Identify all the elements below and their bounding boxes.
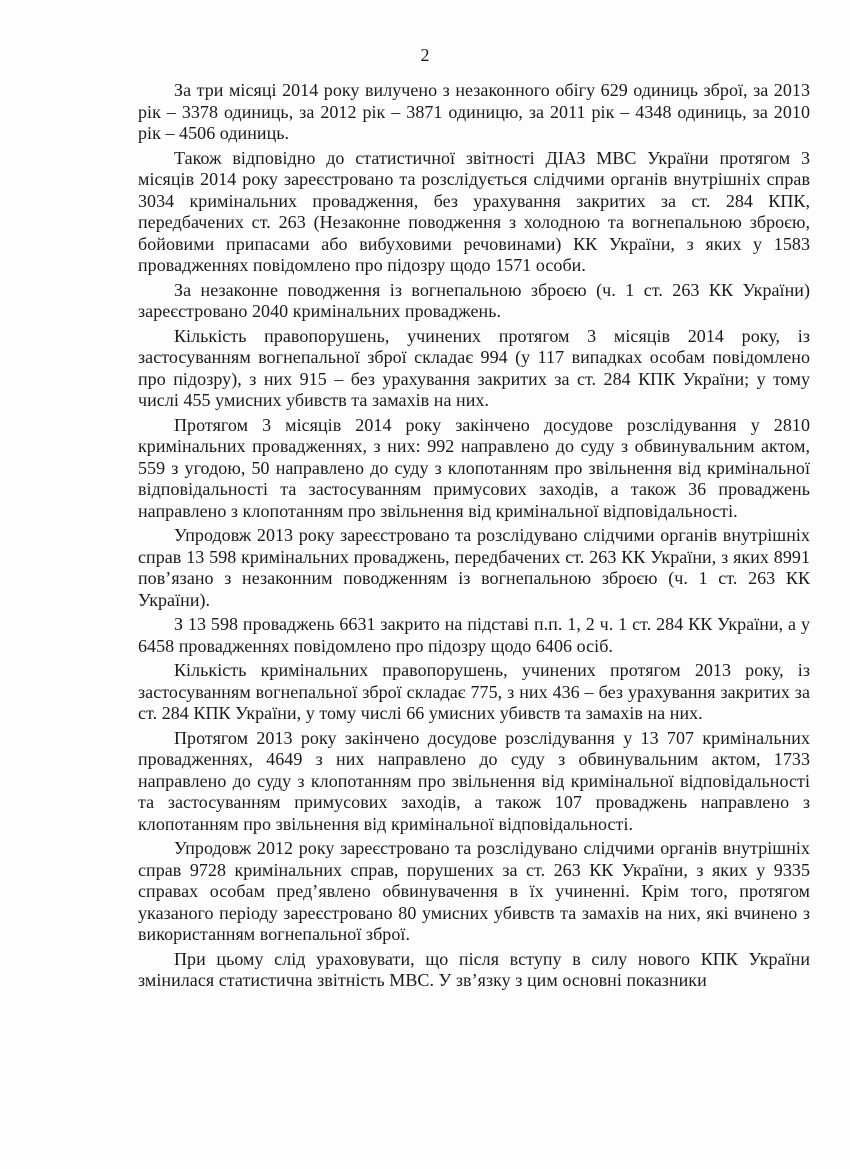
paragraph-registered-proceedings-2014: Також відповідно до статистичної звітності ДІАЗ МВС України протягом 3 місяців 2014 року зареєстровано та розслідується слідчими органів внутрішніх справ 3034 кримінальних провадження, без урахування закритих за ст. 284 КПК, передбачених ст. 263 (Незаконне поводження з холодною та вогнепальною зброєю, бойовими припасами або вибуховими речовинами) КК України, з яких у 1583 провадженнях повідомлено про підозру щодо 1571 особи. xyxy=(138,147,810,275)
paragraph-registered-proceedings-2013: Упродовж 2013 року зареєстровано та розслідувано слідчими органів внутрішніх справ 13 598 кримінальних проваджень, передбачених ст. 263 КК України, з яких 8991 пов’язано з незаконним поводженням із вогнепальною зброєю (ч. 1 ст. 263 КК України). xyxy=(138,525,810,610)
paragraph-firearms-proceedings: За незаконне поводження із вогнепальною зброєю (ч. 1 ст. 263 КК України) зареєстровано 2040 кримінальних проваджень. xyxy=(138,279,810,321)
paragraph-closed-proceedings-2013: З 13 598 проваджень 6631 закрито на підставі п.п. 1, 2 ч. 1 ст. 284 КК України, а у 6458 провадженнях повідомлено про підозру щодо 6406 осіб. xyxy=(138,614,810,656)
paragraph-weapons-seized: За три місяці 2014 року вилучено з незаконного обігу 629 одиниць зброї, за 2013 рік – 3378 одиниць, за 2012 рік – 3871 одиницю, за 2011 рік – 4348 одиниць, за 2010 рік – 4506 одиниць. xyxy=(138,80,810,143)
paragraph-offenses-with-firearms-2013: Кількість кримінальних правопорушень, учинених протягом 2013 року, із застосуванням вогнепальної зброї складає 775, з них 436 – без урахування закритих за ст. 284 КПК України, у тому числі 66 умисних убивств та замахів на них. xyxy=(138,660,810,723)
paragraph-investigations-completed-2013: Протягом 2013 року закінчено досудове розслідування у 13 707 кримінальних провадженнях, 4649 з них направлено до суду з обвинувальним актом, 1733 направлено до суду з клопотанням про звільнення від кримінальної відповідальності та застосуванням примусових заходів, а також 107 проваджень направлено з клопотанням про звільнення від кримінальної відповідальності. xyxy=(138,727,810,834)
paragraph-offenses-with-firearms-2014: Кількість правопорушень, учинених протягом 3 місяців 2014 року, із застосуванням вогнепальної зброї складає 994 (у 117 випадках особам повідомлено про підозру), з них 915 – без урахування закритих за ст. 284 КПК України; у тому числі 455 умисних убивств та замахів на них. xyxy=(138,325,810,410)
paragraph-investigations-completed-2014: Протягом 3 місяців 2014 року закінчено досудове розслідування у 2810 кримінальних провадженнях, з них: 992 направлено до суду з обвинувальним актом, 559 з угодою, 50 направлено до суду з клопотанням про звільнення від кримінальної відповідальності та застосуванням примусових заходів, а також 36 проваджень направлено з клопотанням про звільнення від кримінальної відповідальності. xyxy=(138,414,810,521)
page-number: 2 xyxy=(420,45,430,65)
paragraph-registered-cases-2012: Упродовж 2012 року зареєстровано та розслідувано слідчими органів внутрішніх справ 9728 кримінальних справ, порушених за ст. 263 КК України, з яких у 9335 справах особам пред’явлено обвинувачення в їх учиненні. Крім того, протягом указаного періоду зареєстровано 80 умисних убивств та замахів на них, які вчинено з використанням вогнепальної зброї. xyxy=(138,838,810,944)
document-body xyxy=(138,80,810,995)
paragraph-statistics-note: При цьому слід ураховувати, що після вступу в силу нового КПК України змінилася статистична звітність МВС. У зв’язку з цим основні показники xyxy=(138,948,810,990)
